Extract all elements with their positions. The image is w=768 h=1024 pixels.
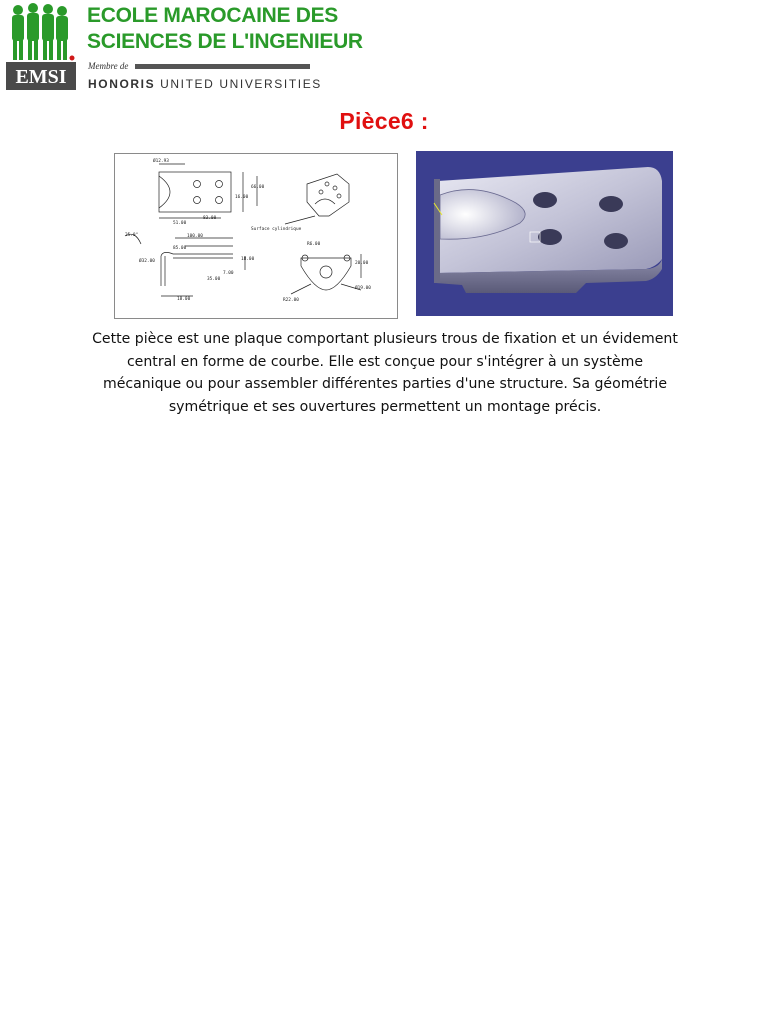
drawing-label: 7.00 bbox=[223, 271, 234, 276]
technical-drawing bbox=[114, 153, 398, 319]
drawing-label: 25.0° bbox=[125, 233, 139, 238]
drawing-label: Surface cylindrique bbox=[251, 227, 302, 232]
emsi-logo bbox=[6, 2, 76, 90]
cad-3d-render bbox=[416, 151, 673, 316]
drawing-label: 18.00 bbox=[241, 257, 255, 262]
school-name-line1: ECOLE MAROCAINE DES bbox=[87, 4, 338, 27]
emsi-logo-graphic bbox=[6, 2, 76, 90]
piece-description: Cette pièce est une plaque comportant plusieurs trous de fixation et un évidement central en forme de courbe. Elle est conçue pour s'intégrer à un système mécanique ou pour assembler différentes parties d'une structure. Sa géométrie symétrique et ses ouvertures permettent un montage précis. bbox=[92, 331, 678, 415]
school-name bbox=[87, 3, 363, 55]
drawing-label: R22.00 bbox=[283, 298, 299, 303]
network-name-bold: HONORIS bbox=[88, 77, 156, 91]
member-label: Membre de bbox=[88, 61, 129, 71]
drawing-label: 66.00 bbox=[251, 185, 265, 190]
drawing-label: 16.00 bbox=[235, 195, 249, 200]
drawing-label: R6.00 bbox=[307, 242, 321, 247]
network-name bbox=[88, 77, 322, 91]
member-divider bbox=[135, 64, 310, 69]
drawing-label: Ø12.93 bbox=[153, 159, 169, 164]
school-name-line2: SCIENCES DE L'INGENIEUR bbox=[87, 30, 363, 53]
drawing-label: Ø32.00 bbox=[139, 259, 155, 264]
emsi-logo-text: EMSI bbox=[15, 66, 67, 88]
drawing-label: 85.00 bbox=[173, 246, 187, 251]
drawing-label: 18.00 bbox=[177, 297, 191, 302]
drawing-label: 35.00 bbox=[207, 277, 221, 282]
technical-drawing-labels bbox=[115, 154, 397, 318]
drawing-label: 83.00 bbox=[203, 216, 217, 221]
drawing-label: 20.00 bbox=[355, 261, 369, 266]
drawing-label: 51.00 bbox=[173, 221, 187, 226]
network-name-rest: UNITED UNIVERSITIES bbox=[155, 77, 322, 91]
cad-3d-render-graphic bbox=[416, 151, 673, 316]
drawing-label: Ø19.00 bbox=[355, 286, 371, 291]
page-title: Pièce6 : bbox=[339, 108, 429, 134]
drawing-label: 100.00 bbox=[187, 234, 203, 239]
